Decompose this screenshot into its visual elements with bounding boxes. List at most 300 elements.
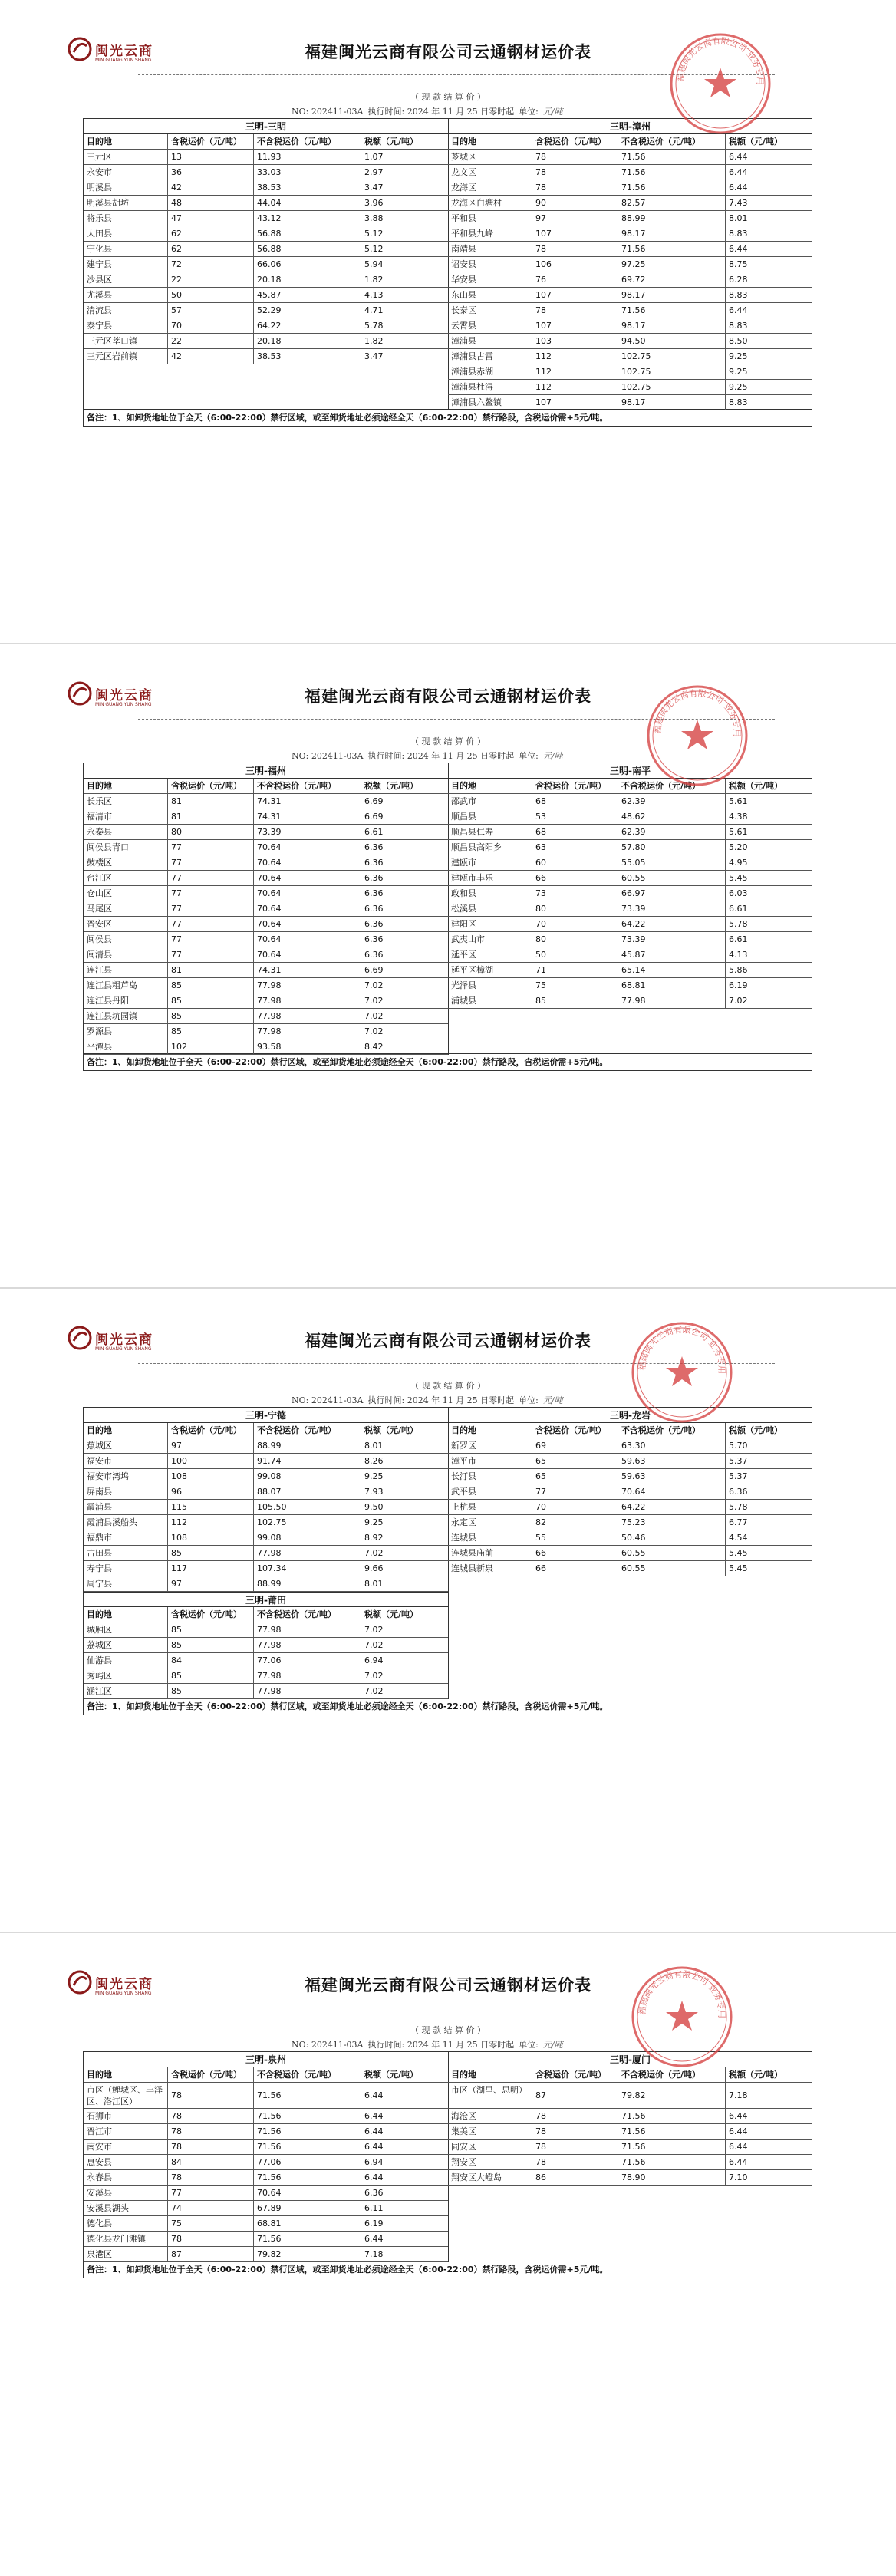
column-header: 税额（元/吨） [364, 1609, 419, 1619]
table-row [448, 1500, 812, 1515]
table-row [84, 886, 448, 901]
with-tax-cell: 106 [532, 257, 618, 272]
without-tax-cell: 71.56 [254, 2170, 361, 2185]
column-header: 目的地 [84, 2067, 168, 2082]
without-tax-cell: 63.30 [618, 1438, 726, 1453]
without-tax-cell: 94.50 [618, 334, 726, 348]
table-row [84, 840, 448, 855]
destination-cell: 永定区 [448, 1515, 532, 1530]
without-tax-cell: 33.03 [254, 165, 361, 180]
tax-cell: 6.44 [729, 2142, 748, 2152]
column-header: 不含税运价（元/吨） [618, 2067, 726, 2082]
destination-cell: 鼓楼区 [84, 855, 168, 870]
destination-cell: 武平县 [448, 1484, 532, 1499]
tax-cell: 6.19 [364, 2219, 384, 2228]
with-tax-cell: 42 [168, 349, 254, 364]
destination-cell: 连江县丹阳 [84, 993, 168, 1008]
without-tax-cell: 78.90 [618, 2170, 726, 2185]
with-tax-cell: 81 [168, 809, 254, 824]
without-tax-cell: 73.39 [618, 901, 726, 916]
destination-cell: 古田县 [84, 1546, 168, 1560]
with-tax-cell: 66 [532, 871, 618, 885]
with-tax-cell: 53 [532, 809, 618, 824]
table-row [448, 1561, 812, 1576]
tax-cell: 6.44 [729, 2111, 748, 2121]
table-row [448, 2083, 812, 2109]
with-tax-cell: 55 [532, 1530, 618, 1545]
table-row [84, 2124, 448, 2140]
without-tax-cell: 77.98 [254, 1668, 361, 1683]
destination-cell: 安溪县 [84, 2186, 168, 2200]
with-tax-cell: 74 [168, 2201, 254, 2215]
table-row [84, 2247, 448, 2262]
table-row [84, 993, 448, 1009]
without-tax-cell: 45.87 [254, 288, 361, 302]
tax-cell: 4.13 [364, 290, 384, 300]
table-row [448, 2124, 812, 2140]
tax-cell: 8.01 [364, 1579, 384, 1589]
tax-cell: 8.42 [364, 1042, 384, 1052]
column-header: 税额（元/吨） [729, 1425, 783, 1435]
rate-sheet-page [0, 1933, 896, 2576]
tax-cell: 6.44 [364, 2234, 384, 2244]
section-title: 三明-泉州 [84, 2052, 448, 2067]
with-tax-cell: 48 [168, 196, 254, 210]
remarks-note: 备注：1、如卸货地址位于全天（6:00-22:00）禁行区域，或至卸货地址必须途经全天（6:00-22:00）禁行路段，含税运价需+5元/吨。 [83, 2261, 812, 2278]
without-tax-cell: 57.80 [618, 840, 726, 855]
with-tax-cell: 78 [532, 150, 618, 164]
column-header: 目的地 [448, 1423, 532, 1438]
with-tax-cell: 62 [168, 226, 254, 241]
unit-label: 单位: [519, 1395, 539, 1405]
destination-cell: 海沧区 [448, 2109, 532, 2123]
table-row [448, 794, 812, 809]
with-tax-cell: 112 [532, 349, 618, 364]
with-tax-cell: 71 [532, 963, 618, 977]
table-row [84, 932, 448, 947]
table-row [84, 825, 448, 840]
page-title: 福建闽光云商有限公司云通钢材运价表 [305, 43, 591, 61]
tax-cell: 6.94 [364, 2157, 384, 2167]
table-row [448, 871, 812, 886]
section-title: 三明-厦门 [448, 2052, 812, 2067]
destination-cell: 平和县 [448, 211, 532, 226]
tax-cell: 8.83 [729, 321, 748, 331]
column-header: 目的地 [448, 779, 532, 793]
unit-label: 单位: [519, 2040, 539, 2050]
without-tax-cell: 71.56 [618, 2124, 726, 2139]
tax-cell: 8.92 [364, 1533, 384, 1543]
without-tax-cell: 64.22 [618, 1500, 726, 1514]
destination-cell: 连江县坑园镇 [84, 1009, 168, 1023]
svg-text:福建闽光云商有限公司 业务专用章: 福建闽光云商有限公司 业务专用 [637, 1324, 727, 1375]
destination-cell: 松溪县 [448, 901, 532, 916]
with-tax-cell: 78 [168, 2109, 254, 2123]
table-row [84, 180, 448, 196]
destination-cell: 闽侯县青口 [84, 840, 168, 855]
tax-cell: 6.36 [364, 888, 384, 898]
without-tax-cell: 77.98 [254, 1638, 361, 1652]
tax-cell: 6.36 [729, 1487, 748, 1497]
without-tax-cell: 56.88 [254, 226, 361, 241]
with-tax-cell: 60 [532, 855, 618, 870]
tax-cell: 8.50 [729, 336, 748, 346]
with-tax-cell: 77 [532, 1484, 618, 1499]
tax-cell: 7.18 [364, 2249, 384, 2259]
tax-cell: 7.02 [364, 1011, 384, 1021]
without-tax-cell: 97.25 [618, 257, 726, 272]
table-row [84, 288, 448, 303]
destination-cell: 市区（湖里、思明） [448, 2083, 532, 2108]
with-tax-cell: 57 [168, 303, 254, 318]
tax-cell: 7.02 [364, 1625, 384, 1635]
table-row [84, 334, 448, 349]
without-tax-cell: 71.56 [254, 2124, 361, 2139]
column-header: 含税运价（元/吨） [532, 1423, 618, 1438]
with-tax-cell: 100 [168, 1454, 254, 1468]
table-row [448, 963, 812, 978]
right-table-column [448, 119, 812, 410]
with-tax-cell: 68 [532, 825, 618, 839]
tax-cell: 6.94 [364, 1655, 384, 1665]
without-tax-cell: 68.81 [618, 978, 726, 993]
svg-text:福建闽光云商有限公司 业务专用章: 福建闽光云商有限公司 业务专用 [675, 35, 766, 86]
table-header-row [84, 1607, 448, 1622]
column-header: 不含税运价（元/吨） [618, 134, 726, 149]
without-tax-cell: 68.81 [254, 2216, 361, 2231]
table-row [84, 947, 448, 963]
with-tax-cell: 78 [532, 2109, 618, 2123]
tax-cell: 7.02 [364, 996, 384, 1006]
with-tax-cell: 78 [532, 2155, 618, 2169]
destination-cell: 平和县九峰 [448, 226, 532, 241]
destination-cell: 德化县龙门滩镇 [84, 2232, 168, 2246]
tax-cell: 8.01 [729, 213, 748, 223]
column-header: 不含税运价（元/吨） [254, 134, 361, 149]
table-row [448, 855, 812, 871]
tax-cell: 6.61 [364, 827, 384, 837]
with-tax-cell: 69 [532, 1438, 618, 1453]
with-tax-cell: 112 [532, 364, 618, 379]
column-header: 含税运价（元/吨） [168, 2067, 254, 2082]
without-tax-cell: 71.56 [618, 150, 726, 164]
tax-cell: 1.82 [364, 275, 384, 285]
without-tax-cell: 20.18 [254, 272, 361, 287]
without-tax-cell: 93.58 [254, 1039, 361, 1054]
destination-cell: 沙县区 [84, 272, 168, 287]
table-row [84, 917, 448, 932]
with-tax-cell: 66 [532, 1546, 618, 1560]
destination-cell: 连城县 [448, 1530, 532, 1545]
without-tax-cell: 107.34 [254, 1561, 361, 1576]
destination-cell: 建阳区 [448, 917, 532, 931]
doc-number: NO: 202411-03A [292, 1395, 364, 1405]
without-tax-cell: 70.64 [254, 947, 361, 962]
with-tax-cell: 117 [168, 1561, 254, 1576]
tax-cell: 6.61 [729, 904, 748, 914]
with-tax-cell: 63 [532, 840, 618, 855]
destination-cell: 新罗区 [448, 1438, 532, 1453]
with-tax-cell: 87 [168, 2247, 254, 2261]
logo-subtext: MIN GUANG YUN SHANG [95, 1346, 152, 1352]
without-tax-cell: 102.75 [618, 349, 726, 364]
table-row [84, 242, 448, 257]
without-tax-cell: 88.99 [254, 1438, 361, 1453]
with-tax-cell: 85 [168, 993, 254, 1008]
with-tax-cell: 85 [168, 1684, 254, 1698]
tax-cell: 9.50 [364, 1502, 384, 1512]
table-row [84, 1039, 448, 1055]
effective-date: 执行时间: 2024 年 11 月 25 日零时起 [367, 2040, 515, 2050]
tax-cell: 7.02 [364, 1686, 384, 1696]
destination-cell: 长泰区 [448, 303, 532, 318]
tax-cell: 7.02 [364, 980, 384, 990]
doc-meta [292, 2038, 568, 2051]
column-header: 不含税运价（元/吨） [254, 779, 361, 793]
table-row [84, 809, 448, 825]
without-tax-cell: 77.98 [254, 1024, 361, 1039]
effective-date: 执行时间: 2024 年 11 月 25 日零时起 [367, 1395, 515, 1405]
tax-cell: 6.44 [729, 2157, 748, 2167]
table-row [448, 395, 812, 410]
without-tax-cell: 62.39 [618, 825, 726, 839]
svg-text:福建闽光云商有限公司 业务专用章: 福建闽光云商有限公司 业务专用 [652, 687, 743, 738]
table-row [448, 1515, 812, 1530]
page-title: 福建闽光云商有限公司云通钢材运价表 [305, 687, 591, 706]
without-tax-cell: 70.64 [254, 871, 361, 885]
tax-cell: 5.37 [729, 1456, 748, 1466]
destination-cell: 武夷山市 [448, 932, 532, 947]
tax-cell: 6.19 [729, 980, 748, 990]
destination-cell: 清流县 [84, 303, 168, 318]
with-tax-cell: 112 [168, 1515, 254, 1530]
logo-text: 闽光云商 [95, 44, 153, 59]
table-row [84, 794, 448, 809]
section-title: 三明-福州 [84, 763, 448, 779]
table-row [448, 349, 812, 364]
destination-cell: 闽清县 [84, 947, 168, 962]
destination-cell: 仙游县 [84, 1653, 168, 1668]
destination-cell: 马尾区 [84, 901, 168, 916]
destination-cell: 建瓯市丰乐 [448, 871, 532, 885]
tax-cell: 9.25 [729, 382, 748, 392]
table-row [84, 1530, 448, 1546]
destination-cell: 将乐县 [84, 211, 168, 226]
tax-cell: 4.13 [729, 950, 748, 960]
with-tax-cell: 102 [168, 1039, 254, 1054]
table-row [448, 196, 812, 211]
right-table-column [448, 1408, 812, 1576]
tax-cell: 5.37 [729, 1471, 748, 1481]
without-tax-cell: 70.64 [618, 1484, 726, 1499]
tax-cell: 6.44 [729, 244, 748, 254]
destination-cell: 明溪县 [84, 180, 168, 195]
rate-sheet-page [0, 644, 896, 1287]
destination-cell: 云霄县 [448, 318, 532, 333]
column-header: 不含税运价（元/吨） [254, 1423, 361, 1438]
destination-cell: 德化县 [84, 2216, 168, 2231]
tax-cell: 6.69 [364, 965, 384, 975]
without-tax-cell: 56.88 [254, 242, 361, 256]
table-row [84, 1561, 448, 1576]
table-row [448, 886, 812, 901]
with-tax-cell: 22 [168, 272, 254, 287]
destination-cell: 漳平市 [448, 1454, 532, 1468]
table-row [84, 2216, 448, 2232]
tax-cell: 6.36 [364, 950, 384, 960]
tax-cell: 7.10 [729, 2172, 748, 2182]
tax-cell: 6.44 [729, 2126, 748, 2136]
with-tax-cell: 80 [532, 932, 618, 947]
tax-cell: 9.66 [364, 1563, 384, 1573]
effective-date: 执行时间: 2024 年 11 月 25 日零时起 [367, 751, 515, 761]
tax-cell: 8.26 [364, 1456, 384, 1466]
table-row [448, 1454, 812, 1469]
destination-cell: 翔安区大嶝岛 [448, 2170, 532, 2185]
remarks-note: 备注：1、如卸货地址位于全天（6:00-22:00）禁行区域，或至卸货地址必须途经全天（6:00-22:00）禁行路段，含税运价需+5元/吨。 [83, 1054, 812, 1071]
table-row [84, 318, 448, 334]
logo-subtext: MIN GUANG YUN SHANG [95, 702, 152, 707]
tax-cell: 7.02 [729, 996, 748, 1006]
with-tax-cell: 78 [532, 242, 618, 256]
without-tax-cell: 71.56 [618, 180, 726, 195]
rate-table [83, 1407, 812, 1698]
destination-cell: 荔城区 [84, 1638, 168, 1652]
with-tax-cell: 108 [168, 1469, 254, 1484]
destination-cell: 福鼎市 [84, 1530, 168, 1545]
seal-icon [629, 1964, 735, 2070]
tax-cell: 6.44 [364, 2172, 384, 2182]
with-tax-cell: 77 [168, 917, 254, 931]
destination-cell: 三元区莘口镇 [84, 334, 168, 348]
tax-cell: 7.02 [364, 1671, 384, 1681]
tax-cell: 3.47 [364, 351, 384, 361]
destination-cell: 平潭县 [84, 1039, 168, 1054]
destination-cell: 集美区 [448, 2124, 532, 2139]
tax-cell: 6.44 [729, 183, 748, 193]
destination-cell: 福清市 [84, 809, 168, 824]
table-row [448, 272, 812, 288]
without-tax-cell: 75.23 [618, 1515, 726, 1530]
logo-subtext: MIN GUANG YUN SHANG [95, 58, 152, 63]
without-tax-cell: 38.53 [254, 180, 361, 195]
table-row [448, 211, 812, 226]
table-header-row [84, 779, 448, 794]
column-header: 目的地 [84, 134, 168, 149]
with-tax-cell: 85 [532, 993, 618, 1008]
without-tax-cell: 77.98 [254, 1546, 361, 1560]
without-tax-cell: 98.17 [618, 395, 726, 410]
destination-cell: 罗源县 [84, 1024, 168, 1039]
destination-cell: 晋江市 [84, 2124, 168, 2139]
without-tax-cell: 74.31 [254, 963, 361, 977]
with-tax-cell: 65 [532, 1454, 618, 1468]
right-table-column [448, 2052, 812, 2186]
table-row [84, 978, 448, 993]
destination-cell: 光泽县 [448, 978, 532, 993]
without-tax-cell: 64.22 [618, 917, 726, 931]
destination-cell: 永春县 [84, 2170, 168, 2185]
settlement-label: （ 现 款 结 算 价 ） [410, 736, 486, 746]
page-title: 福建闽光云商有限公司云通钢材运价表 [305, 1976, 591, 1995]
with-tax-cell: 80 [168, 825, 254, 839]
tax-cell: 6.36 [364, 934, 384, 944]
column-header: 含税运价（元/吨） [532, 2067, 618, 2082]
table-row [448, 825, 812, 840]
destination-cell: 霞浦县 [84, 1500, 168, 1514]
table-header-row [84, 134, 448, 150]
table-row [84, 211, 448, 226]
destination-cell: 漳浦县赤湖 [448, 364, 532, 379]
destination-cell: 周宁县 [84, 1576, 168, 1591]
without-tax-cell: 69.72 [618, 272, 726, 287]
table-header-row [84, 2067, 448, 2083]
without-tax-cell: 60.55 [618, 1546, 726, 1560]
tax-cell: 6.44 [364, 2142, 384, 2152]
tax-cell: 5.78 [729, 919, 748, 929]
table-row [84, 2201, 448, 2216]
table-row [84, 196, 448, 211]
section-title: 三明-三明 [84, 119, 448, 134]
with-tax-cell: 76 [532, 272, 618, 287]
without-tax-cell: 77.98 [254, 1622, 361, 1637]
left-table-column [84, 2052, 449, 2262]
table-row [84, 855, 448, 871]
with-tax-cell: 77 [168, 871, 254, 885]
column-header: 不含税运价（元/吨） [618, 779, 726, 793]
without-tax-cell: 77.06 [254, 1653, 361, 1668]
column-header: 目的地 [448, 2067, 532, 2082]
with-tax-cell: 78 [532, 303, 618, 318]
destination-cell: 诏安县 [448, 257, 532, 272]
column-header: 目的地 [84, 1607, 168, 1622]
destination-cell: 延平区 [448, 947, 532, 962]
destination-cell: 华安县 [448, 272, 532, 287]
tax-cell: 5.94 [364, 259, 384, 269]
company-seal [629, 1319, 735, 1425]
destination-cell: 大田县 [84, 226, 168, 241]
tax-cell: 6.11 [364, 2203, 384, 2213]
column-header: 含税运价（元/吨） [168, 1607, 254, 1622]
table-row [448, 1469, 812, 1484]
tax-cell: 2.97 [364, 167, 384, 177]
with-tax-cell: 36 [168, 165, 254, 180]
tax-cell: 5.12 [364, 244, 384, 254]
column-header: 不含税运价（元/吨） [254, 1607, 361, 1622]
destination-cell: 顺昌县高阳乡 [448, 840, 532, 855]
tax-cell: 3.96 [364, 198, 384, 208]
tax-cell: 6.36 [364, 873, 384, 883]
destination-cell: 永安市 [84, 165, 168, 180]
doc-meta [292, 105, 568, 117]
tax-cell: 6.44 [364, 2090, 384, 2100]
with-tax-cell: 115 [168, 1500, 254, 1514]
with-tax-cell: 50 [532, 947, 618, 962]
destination-cell: 泰宁县 [84, 318, 168, 333]
tax-cell: 5.12 [364, 229, 384, 239]
right-table-column [448, 763, 812, 1009]
without-tax-cell: 71.56 [254, 2109, 361, 2123]
without-tax-cell: 82.57 [618, 196, 726, 210]
tax-cell: 6.36 [364, 842, 384, 852]
with-tax-cell: 107 [532, 395, 618, 410]
column-header: 含税运价（元/吨） [532, 779, 618, 793]
with-tax-cell: 85 [168, 1622, 254, 1637]
table-row [84, 901, 448, 917]
destination-cell: 长乐区 [84, 794, 168, 809]
with-tax-cell: 82 [532, 1515, 618, 1530]
company-seal [629, 1964, 735, 2070]
